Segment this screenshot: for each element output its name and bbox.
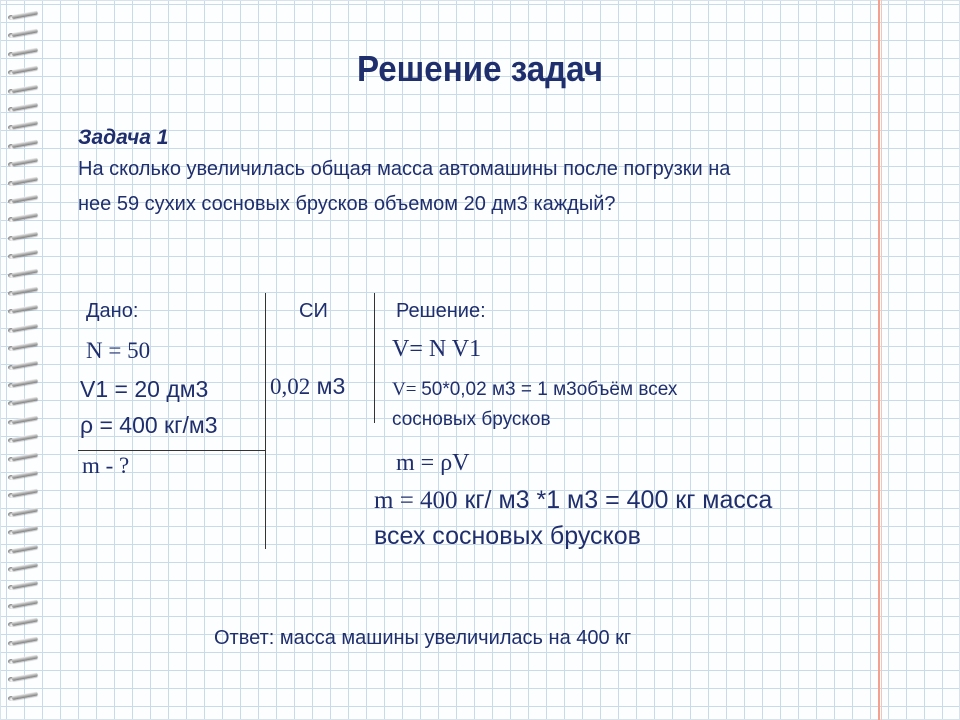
given-underline — [78, 450, 265, 451]
spiral-ring — [8, 51, 38, 57]
spiral-ring — [8, 566, 38, 572]
volume-formula: V= N V1 — [392, 336, 482, 362]
spiral-ring — [8, 106, 38, 112]
given-unknown-mass: m - ? — [82, 453, 130, 478]
volume-calculation-line-2: сосновых брусков — [392, 409, 551, 430]
spiral-ring — [8, 88, 38, 94]
si-value — [270, 373, 345, 400]
spiral-ring — [8, 676, 38, 682]
spiral-ring — [8, 14, 38, 20]
spiral-ring — [8, 437, 38, 443]
spiral-ring — [8, 69, 38, 75]
spiral-ring — [8, 272, 38, 278]
given-v1: V1 = 20 дм3 — [80, 376, 209, 402]
spiral-ring — [8, 345, 38, 351]
spiral-ring — [8, 474, 38, 480]
spiral-ring — [8, 658, 38, 664]
task-heading: Задача 1 — [78, 126, 169, 149]
task-text-line-1: На сколько увеличилась общая масса автомашины после погрузки на — [78, 158, 731, 180]
mass-formula-text: m = ρV — [396, 450, 470, 476]
solution-header: Решение: — [396, 300, 486, 322]
mass-calc-rest: кг/ м3 *1 м3 = 400 кг масса — [457, 486, 773, 514]
spiral-ring — [8, 308, 38, 314]
spiral-ring — [8, 584, 38, 590]
given-n: N = 50 — [86, 338, 151, 363]
spiral-ring — [8, 419, 38, 425]
mass-calc-prefix: m = 400 — [374, 487, 458, 514]
given-density: ρ = 400 кг/м3 — [80, 412, 218, 438]
spiral-ring — [8, 180, 38, 186]
si-divider-line — [374, 293, 375, 423]
spiral-ring — [8, 511, 38, 517]
spiral-ring — [8, 235, 38, 241]
spiral-ring — [8, 382, 38, 388]
spiral-ring — [8, 143, 38, 149]
spiral-binding — [0, 0, 46, 720]
spiral-ring — [8, 327, 38, 333]
mass-calculation-line-1 — [374, 486, 772, 515]
spiral-ring — [8, 253, 38, 259]
spiral-ring — [8, 161, 38, 167]
margin-line — [878, 0, 880, 720]
spiral-ring — [8, 603, 38, 609]
si-value-unit: м3 — [310, 373, 346, 399]
volume-calc-rest: 50*0,02 м3 = 1 м3объём всех — [421, 379, 678, 400]
spiral-ring — [8, 529, 38, 535]
si-header: СИ — [299, 300, 328, 322]
margin-line-shadow — [881, 0, 882, 720]
spiral-ring — [8, 124, 38, 130]
mass-formula — [396, 449, 470, 477]
spiral-ring — [8, 32, 38, 38]
spiral-ring — [8, 364, 38, 370]
given-divider-line — [265, 293, 266, 549]
answer-text: Ответ: масса машины увеличилась на 400 кг — [214, 627, 632, 649]
spiral-ring — [8, 290, 38, 296]
page-title: Решение задач — [356, 48, 603, 89]
spiral-ring — [8, 492, 38, 498]
mass-calculation-line-2: всех сосновых брусков — [374, 522, 641, 550]
task-text-line-2: нее 59 сухих сосновых брусков объемом 20 дм3 каждый? — [78, 193, 616, 215]
spiral-ring — [8, 456, 38, 462]
spiral-ring — [8, 216, 38, 222]
spiral-ring — [8, 400, 38, 406]
spiral-ring — [8, 548, 38, 554]
spiral-ring — [8, 198, 38, 204]
spiral-ring — [8, 695, 38, 701]
volume-calculation-line-1 — [392, 379, 677, 401]
si-value-number: 0,02 — [270, 374, 311, 399]
spiral-ring — [8, 640, 38, 646]
given-header: Дано: — [86, 300, 139, 322]
spiral-ring — [8, 621, 38, 627]
volume-calc-prefix: V= — [392, 379, 422, 400]
